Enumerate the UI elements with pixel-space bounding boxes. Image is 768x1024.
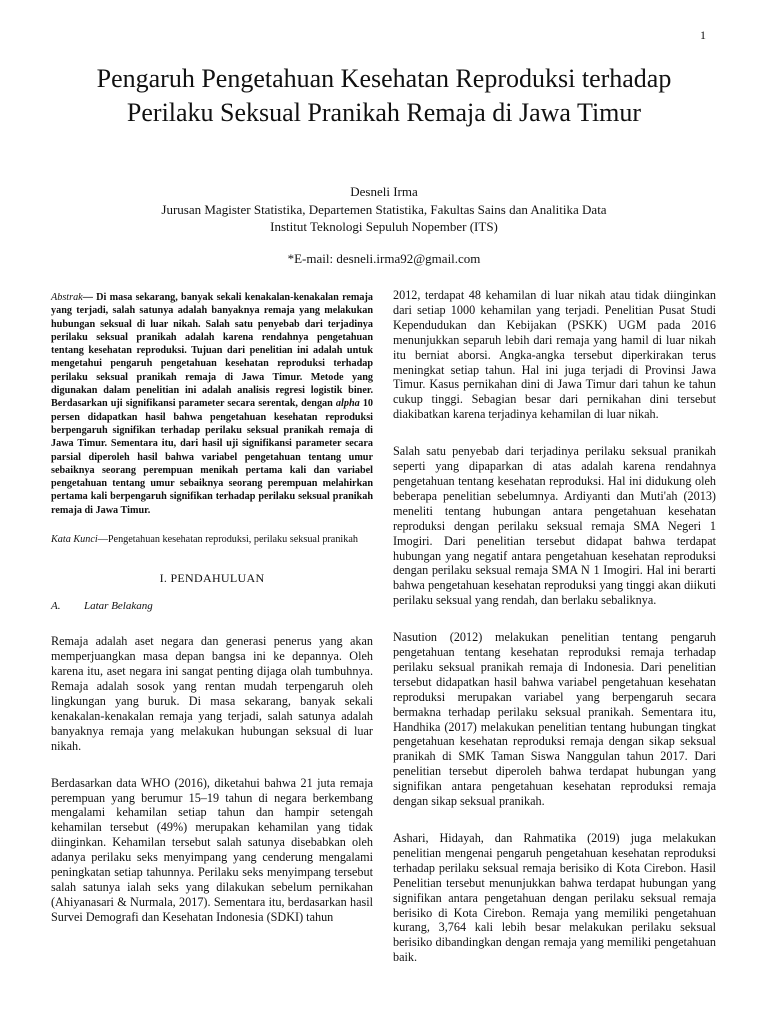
affiliation-institute: Institut Teknologi Sepuluh Nopember (ITS) [270,219,498,234]
subsection-heading [51,600,373,612]
keywords-text: —Pengetahuan kesehatan reproduksi, perilaku seksual pranikah [97,534,358,546]
section-heading: I. PENDAHULUAN [159,571,265,586]
paragraph: Berdasarkan data WHO (2016), diketahui bahwa 21 juta remaja perempuan yang berumur 15–19 tahun di negara berkembang mengalami kehamilan setiap tahun dan hampir setengah kehamilan tersebut (49%) merupakan kehamilan yang tidak diinginkan. Kehamilan tersebut salah satunya disebabkan oleh adanya perilaku seks menyimpang yang cenderung mengalami peningkatan setiap tahunnya. Perilaku seks menyimpang tersebut salah satunya ialah seks yang dilakukan sebelum pernikahan (Ahiyanasari & Nurmala, 2017). Sementara itu, berdasarkan hasil Survei Demografi dan Kesehatan Indonesia (SDKI) tahun [51,775,373,924]
author-name: Desneli Irma [350,184,418,199]
paragraph: Nasution (2012) melakukan penelitian tentang pengaruh pengetahuan tentang kesehatan reproduksi remaja terhadap perilaku seksual pranikah remaja di Indonesia. Dari penelitian tersebut didapatkan hasil bahwa variabel pengetahuan kesehatan reproduksi merupakan variabel yang berpengaruh secara bermakna terhadap perilaku seksual pranikah. Sementara itu, Handhika (2017) melakukan penelitian tentang hubungan tingkat pengetahuan kesehatan reproduksi remaja dengan sikap seksual pranikah di SMK Taman Siswa Nanggulan tahun 2017. Dari penelitian tersebut diperoleh bahwa terdapat hubungan yang signifikan antara pengetahuan kesehatan reproduksi remaja dengan sikap seksual pranikah. [393,630,716,809]
paragraph: Remaja adalah aset negara dan generasi penerus yang akan memperjuangkan masa depan bangsa ini ke depannya. Oleh karena itu, aset negara ini sangat penting dijaga olah tumbuhnya. Remaja adalah sosok yang rentan mudah terpengaruh oleh lingkungan yang buruk. Di masa sekarang, banyak sekali kenakalan-kenakalan remaja yang terjadi, salah satunya adalah banyaknya remaja yang melakukan hubungan seksual di luar nikah. [51,634,373,753]
paper-title: Pengaruh Pengetahuan Kesehatan Reproduksi terhadap Perilaku Seksual Pranikah Remaja di Jawa Timur [96,64,672,127]
affiliation-department: Jurusan Magister Statistika, Departemen Statistika, Fakultas Sains dan Analitika Data [161,202,607,217]
abstract-lead: Abstrak [51,292,83,303]
abstract-text-1: — Di masa sekarang, banyak sekali kenakalan-kenakalan remaja yang terjadi, salah satunya adalah banyaknya remaja yang melakukan hubungan seksual di luar nikah. Salah satu penyebab dari terjadinya perilaku seksual pranikah adalah karena rendahnya pengetahuan tentang kesehatan reproduksi. Tujuan dari penelitian ini adalah untuk mengetahui pengaruh pengetahuan kesehatan reproduksi terhadap perilaku seksual pranikah remaja di Jawa Timur. Metode yang digunakan dalam penelitian ini adalah analisis regresi logistik biner. Berdasarkan uji signifikansi parameter secara serentak, dengan [51,292,373,410]
paragraph: Ashari, Hidayah, dan Rahmatika (2019) juga melakukan penelitian mengenai pengaruh pengetahuan kesehatan reproduksi terhadap perilaku seksual remaja berisiko di Kota Cirebon. Hasil Penelitian tersebut menunjukkan bahwa terdapat hubungan yang signifikan antara pengetahuan dengan perilaku seksual remaja berisiko di Kota Cirebon. Remaja yang memiliki pengetahuan kurang, 3,764 kali lebih besar melakukan perilaku seksual berisiko dibandingkan dengan remaja yang memiliki pengetahuan baik. [393,831,716,965]
right-column [393,288,716,965]
subsection-label: A. [51,600,61,613]
abstract-text-2: 10 persen didapatkan hasil bahwa pengetahuan kesehatan reproduksi berpengaruh signifikan terhadap perilaku seksual pranikah remaja di Jawa Timur. Sementara itu, dari hasil uji signifikansi parameter secara parsial diperoleh hasil bahwa variabel pengetahuan tentang umur sebaiknya seorang perempuan menikah pertama kali dan variabel pengetahuan tentang umur sebaiknya seorang perempuan melahirkan pertama kali berpengaruh signifikan terhadap perilaku seksual pranikah remaja di Jawa Timur. [51,398,374,516]
author-email: *E-mail: desneli.irma92@gmail.com [287,251,481,266]
keywords [51,533,373,546]
paragraph: 2012, terdapat 48 kehamilan di luar nikah atau tidak diinginkan dari setiap 1000 kehamilan yang terjadi. Penelitian Pusat Studi Kependudukan dan Kebijakan (PSKK) UGM pada 2016 menunjukkan separuh lebih dari remaja yang hamil di luar nikah itu berniat aborsi. Angka-angka tersebut diperkirakan terus meningkat setiap tahun. Hal ini juga terjadi di Provinsi Jawa Timur. Kasus pernikahan dini di Jawa Timur dari tahun ke tahun cukup tinggi. Sebagian besar dari pernikahan dini tersebut diakibatkan karena terjadinya kehamilan di luar nikah. [393,288,716,422]
paragraph: Salah satu penyebab dari terjadinya perilaku seksual pranikah seperti yang dipaparkan di atas adalah karena rendahnya pengetahuan tentang kesehatan reproduksi. Hal ini didukung oleh beberapa penelitian sebelumnya. Ardiyanti dan Muti'ah (2013) meneliti tentang hubungan antara pengetahuan kesehatan reproduksi dengan perilaku seksual remaja SMA Negeri 1 Imogiri. Dari penelitian tersebut didapat bahwa terdapat hubungan yang negatif antara pengetahuan kesehatan reproduksi dengan perilaku seksual remaja SMA N 1 Imogiri. Hal ini berarti bahwa pengetahuan kesehatan reproduksi yang tinggi akan diikuti perilaku seksual yang rendah, dan berlaku sebaliknya. [393,444,716,608]
left-column [51,291,373,925]
subsection-title: Latar Belakang [84,600,153,613]
keywords-lead: Kata Kunci [51,534,98,546]
page-number: 1 [700,28,706,42]
abstract-alpha: alpha [335,398,360,410]
abstract [51,291,373,517]
